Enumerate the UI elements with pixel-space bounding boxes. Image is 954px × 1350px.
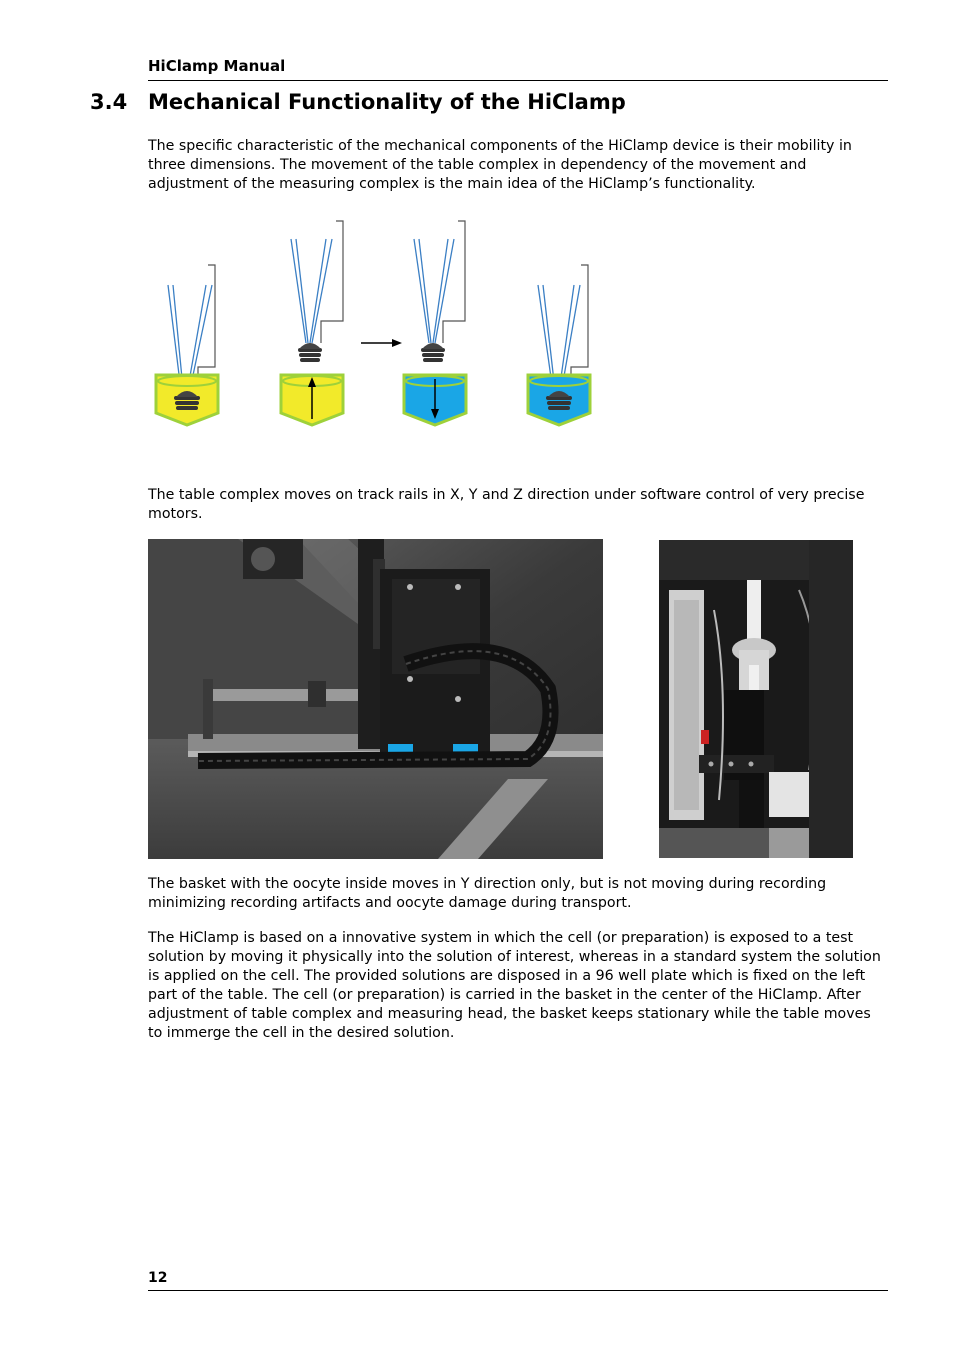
section-title: Mechanical Functionality of the HiClamp xyxy=(148,90,626,114)
diagram-stage-2 xyxy=(281,221,343,425)
diagram-stage-4 xyxy=(528,265,590,425)
header-title: HiClamp Manual xyxy=(148,57,286,75)
diagram-stage-3 xyxy=(404,221,466,425)
basket-paragraph: The basket with the oocyte inside moves in Y direction only, but is not moving during recording minimizing recording artifacts and oocyte damage during transport. xyxy=(148,876,827,911)
header-rule xyxy=(148,80,888,81)
intro-paragraph: The specific characteristic of the mechanical components of the HiClamp device is their mobility in three dimensions. The movement of the table complex in dependency of the movement and adjustment of the measuring complex is the main idea of the HiClamp’s functionality. xyxy=(148,138,852,192)
diagram-transition-arrow xyxy=(361,339,402,347)
table-complex-photo xyxy=(148,539,603,859)
table-complex-paragraph: The table complex moves on track rails in X, Y and Z direction under software control of very precise motors. xyxy=(148,487,865,522)
diagram-stage-1 xyxy=(156,265,218,425)
mechanism-diagram xyxy=(148,215,608,435)
page-number: 12 xyxy=(148,1270,168,1286)
system-paragraph: The HiClamp is based on a innovative system in which the cell (or preparation) is exposed to a test solution by moving it physically into the solution of interest, whereas in a standard system the solution is applied on the cell. The provided solutions are disposed in a 96 well plate which is fixed on the left part of the table. The cell (or preparation) is carried in the basket in the center of the HiClamp. After adjustment of table complex and measuring head, the basket keeps stationary while the table moves to immerge the cell in the desired solution. xyxy=(148,930,881,1041)
measuring-head-photo xyxy=(659,540,853,858)
section-number: 3.4 xyxy=(90,90,128,114)
footer-rule xyxy=(148,1290,888,1291)
section-heading xyxy=(90,90,626,114)
